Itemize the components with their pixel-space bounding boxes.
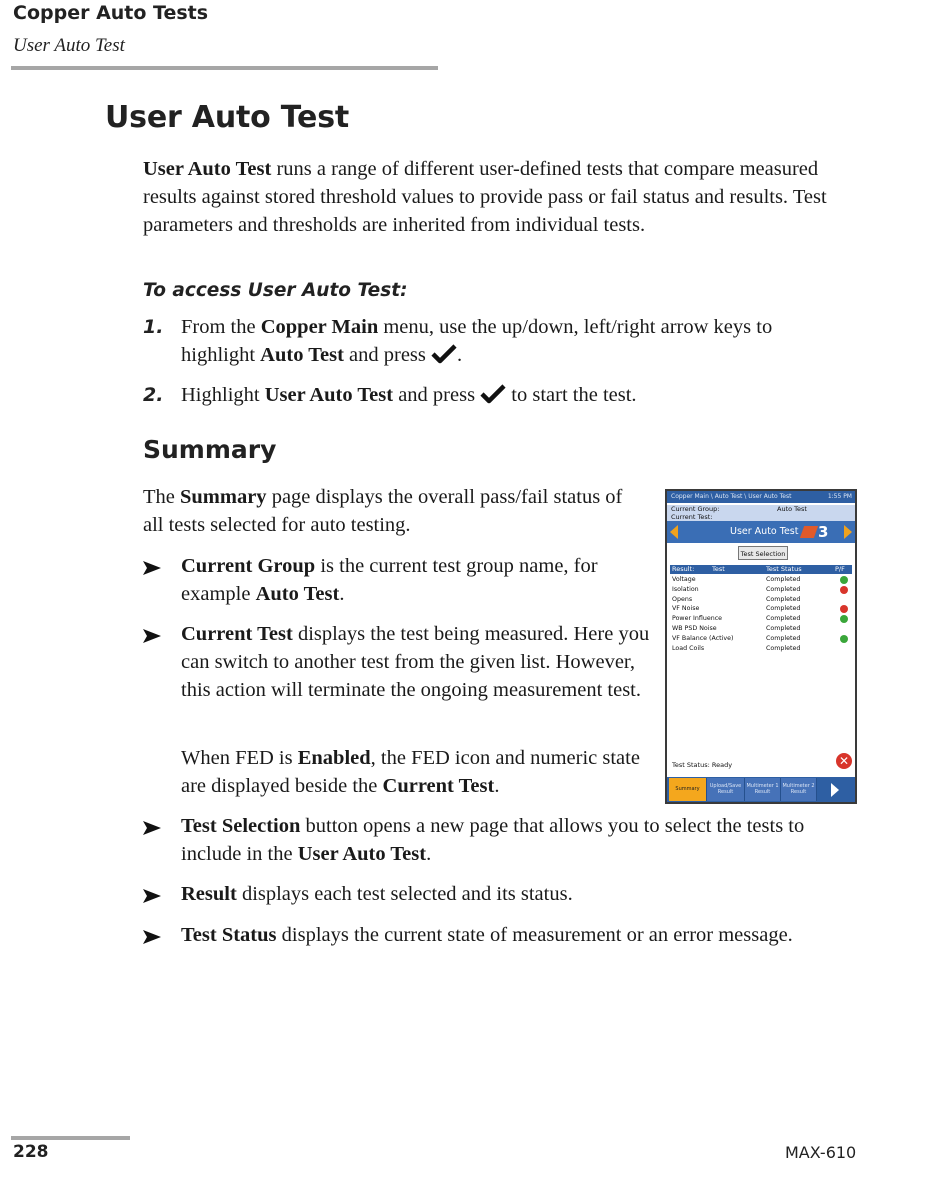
bullet-1-bold2: Auto Test — [255, 583, 340, 605]
summary-t1: The — [143, 486, 180, 508]
col-test: Test — [712, 565, 725, 573]
bullet-current-group — [181, 552, 671, 608]
bullet-3-text: button opens a new page that allows you to select the tests to include in the — [181, 815, 805, 865]
table-row — [670, 614, 852, 624]
bullet-test-selection — [181, 812, 861, 868]
bullet-3-bold2: User Auto Test — [297, 843, 427, 865]
overall-fail-icon: ✕ — [836, 753, 852, 769]
bullet-result — [181, 880, 861, 908]
table-row — [670, 585, 852, 595]
footer-rule — [11, 1136, 130, 1140]
bullet-2-bold: Current Test — [181, 623, 293, 645]
test-status-value: Ready — [711, 761, 733, 769]
intro-bold: User Auto Test — [143, 158, 272, 180]
page-title: User Auto Test — [105, 100, 349, 135]
bullet-1-text2: . — [339, 583, 345, 605]
table-row — [670, 595, 852, 605]
bullet-1-text: is the current test group name, for example — [181, 555, 598, 605]
step-1-t1: From the — [181, 316, 261, 338]
tab-multimeter-1[interactable]: Multimeter 1 Result — [745, 778, 781, 801]
fed-t3: . — [494, 775, 500, 797]
table-row — [670, 604, 852, 614]
fail-icon — [840, 586, 848, 594]
bullet-2-text: displays the test being measured. Here you can switch to another test from the given list. However, this action will terminate the ongoing measurement test. — [181, 623, 650, 701]
current-test-value: User Auto Test — [730, 526, 799, 537]
col-status: Test Status — [766, 565, 802, 573]
row-status: Completed — [766, 585, 801, 593]
row-test: Power Influence — [672, 615, 723, 623]
bullet-arrow-icon — [142, 560, 162, 576]
bullet-5-bold: Test Status — [181, 924, 277, 946]
row-test: Isolation — [672, 585, 699, 593]
row-status: Completed — [766, 576, 801, 583]
bullet-1-bold: Current Group — [181, 555, 316, 577]
step-1-b1: Copper Main — [260, 316, 379, 338]
intro-paragraph — [143, 155, 843, 239]
fed-state: 3 — [818, 523, 829, 541]
screen-breadcrumb: Copper Main \ Auto Test \ User Auto Test — [671, 493, 792, 500]
checkmark-icon — [480, 384, 506, 404]
test-status-label: Test Status: — [672, 761, 710, 769]
step-1-number: 1. — [143, 316, 164, 338]
row-test: Load Coils — [672, 644, 705, 652]
tab-multimeter-2[interactable]: Multimeter 2 Result — [781, 778, 817, 801]
bullet-arrow-icon — [142, 929, 162, 945]
table-row — [670, 624, 852, 634]
row-status: Completed — [766, 595, 801, 603]
bullet-arrow-icon — [142, 820, 162, 836]
step-2-t2: and press — [393, 384, 481, 406]
bullet-3-bold: Test Selection — [181, 815, 301, 837]
page-number: 228 — [13, 1142, 49, 1162]
row-status: Completed — [766, 644, 801, 652]
step-1-t2: menu, use the up/down, left/right arrow keys to highlight — [181, 316, 773, 366]
fed-b2: Current Test — [382, 775, 495, 797]
pass-icon — [840, 635, 848, 643]
arrow-right-icon — [831, 783, 839, 797]
current-test-label: Current Test: — [671, 513, 713, 521]
summary-b1: Summary — [180, 486, 267, 508]
screen-clock: 1:55 PM — [827, 493, 852, 500]
bullet-4-text: displays each test selected and its status. — [236, 883, 573, 905]
bullet-3-text2: . — [426, 843, 432, 865]
step-2-text — [181, 381, 851, 409]
row-status: Completed — [766, 615, 801, 623]
step-1-b2: Auto Test — [260, 344, 344, 366]
product-name: MAX-610 — [785, 1143, 857, 1162]
row-test: Opens — [672, 595, 693, 603]
step-2-t3: to start the test. — [506, 384, 637, 406]
access-heading: To access User Auto Test: — [143, 280, 408, 301]
intro-text: runs a range of different user-defined tests that compare measured results against stored threshold values to provide pass or fail status and results. Test parameters and thresholds are inherited from individual tests. — [143, 158, 827, 236]
fed-b1: Enabled — [297, 747, 371, 769]
current-group-value: Auto Test — [777, 505, 807, 513]
fed-t1: When FED is — [181, 747, 298, 769]
bullet-arrow-icon — [142, 628, 162, 644]
bullet-arrow-icon — [142, 888, 162, 904]
step-1-t3: and press — [343, 344, 432, 366]
pass-icon — [840, 576, 848, 584]
tab-upload-save[interactable]: Upload/Save Result — [707, 778, 745, 801]
row-test: VF Noise — [672, 605, 700, 613]
col-result: Result: — [672, 565, 695, 573]
fed-note — [181, 744, 661, 800]
table-row — [670, 644, 852, 654]
section-subtitle: User Auto Test — [13, 35, 125, 56]
row-test: VF Balance (Active) — [672, 634, 734, 642]
tab-next-arrow[interactable] — [817, 779, 853, 800]
test-status — [672, 761, 732, 769]
checkmark-icon — [431, 344, 457, 364]
bullet-test-status — [181, 921, 861, 949]
pass-icon — [840, 615, 848, 623]
screen-tab-bar — [667, 777, 855, 802]
row-status: Completed — [766, 634, 801, 642]
results-table-header — [670, 565, 852, 574]
previous-test-arrow-icon[interactable] — [670, 525, 678, 539]
current-group-label: Current Group: — [671, 505, 720, 513]
bullet-current-test — [181, 620, 661, 704]
step-2-b1: User Auto Test — [264, 384, 394, 406]
summary-t2: page displays the overall pass/fail status of all tests selected for auto testing. — [143, 486, 623, 536]
fed-t2: , the FED icon and numeric state are displayed beside the — [181, 747, 640, 797]
bullet-5-text: displays the current state of measurement or an error message. — [276, 924, 793, 946]
test-selection-button[interactable]: Test Selection — [738, 546, 788, 560]
row-test: WB PSD Noise — [672, 625, 717, 632]
next-test-arrow-icon[interactable] — [844, 525, 852, 539]
summary-intro — [143, 483, 643, 539]
tab-summary[interactable]: Summary — [669, 778, 707, 801]
row-test: Voltage — [672, 576, 696, 583]
row-status: Completed — [766, 605, 801, 613]
step-1-t4: . — [457, 344, 463, 366]
row-status: Completed — [766, 625, 801, 632]
fed-icon — [800, 526, 818, 538]
bullet-4-bold: Result — [181, 883, 237, 905]
screen-breadcrumb-bar — [667, 491, 855, 503]
table-row — [670, 575, 852, 585]
step-2-t1: Highlight — [181, 384, 265, 406]
col-pf: P/F — [835, 565, 845, 573]
fail-icon — [840, 605, 848, 613]
step-2-number: 2. — [143, 384, 164, 406]
device-screenshot — [665, 489, 857, 804]
step-1-text — [181, 313, 851, 369]
current-test-selector[interactable] — [667, 521, 855, 543]
chapter-title: Copper Auto Tests — [13, 2, 209, 24]
table-row — [670, 634, 852, 644]
summary-heading: Summary — [143, 435, 277, 464]
header-rule — [11, 66, 438, 70]
